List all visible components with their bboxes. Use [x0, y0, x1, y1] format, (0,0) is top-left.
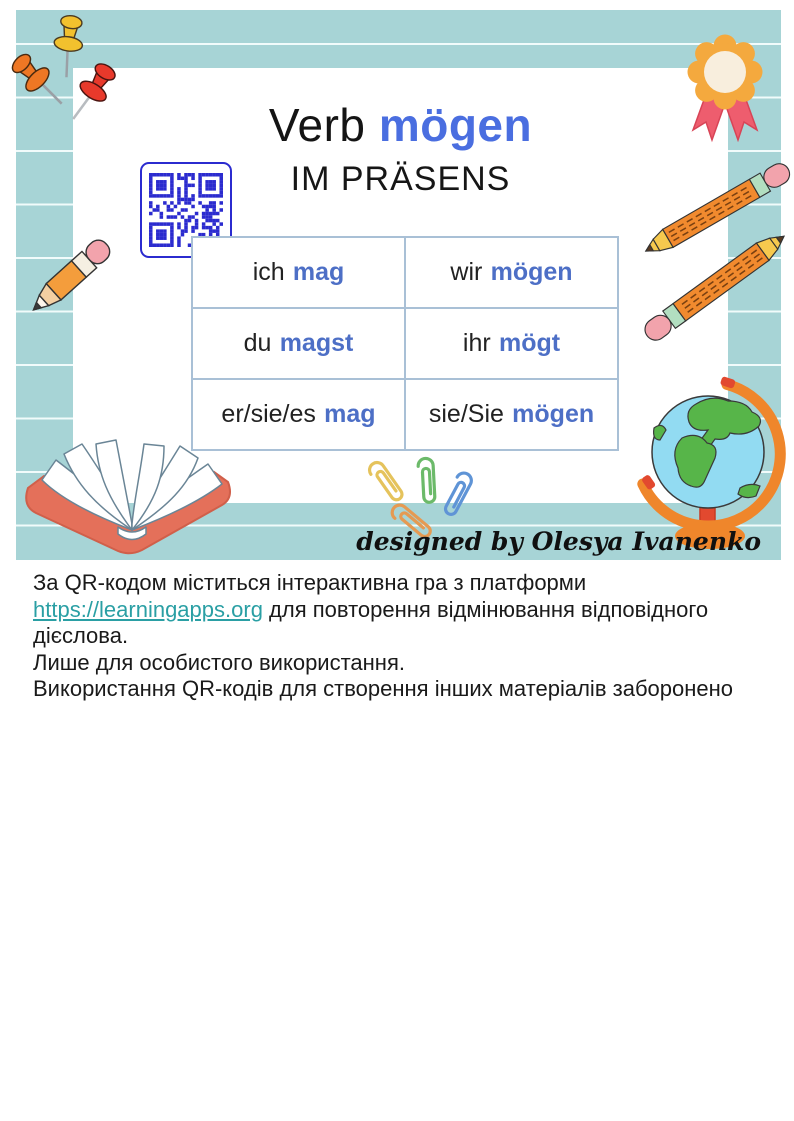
- table-cell: [192, 308, 405, 379]
- table-row: [192, 308, 618, 379]
- verb-form: mag: [292, 258, 345, 286]
- description-line: Використання QR-кодів для створення інших матеріалів заборонено: [33, 676, 734, 701]
- pronoun: wir: [450, 258, 483, 286]
- credit-text: designed by Olesya Ivanenko: [356, 527, 761, 556]
- verb-form: mögt: [498, 329, 561, 357]
- award-rosette-icon: [681, 28, 769, 152]
- verb-form: mag: [324, 400, 376, 428]
- table-cell: [405, 237, 618, 308]
- description-line: дієслова.: [33, 623, 129, 648]
- pronoun: er/sie/es: [221, 400, 316, 428]
- description-line: [33, 597, 733, 624]
- conjugation-table: [191, 236, 619, 451]
- table-row: [192, 379, 618, 450]
- description-line: Лише для особистого використання.: [33, 649, 405, 675]
- learningapps-link[interactable]: https://learningapps.org: [33, 596, 263, 622]
- open-book-icon: [20, 418, 235, 558]
- verb-form: mögen: [490, 258, 573, 286]
- title-word: Verb: [268, 99, 366, 151]
- pronoun: ihr: [462, 329, 491, 357]
- pronoun: du: [243, 329, 272, 357]
- pronoun: ich: [252, 258, 285, 286]
- line1-text: За QR-кодом міститься інтерактивна гра з платформи: [33, 570, 587, 595]
- title-verb: mögen: [378, 99, 533, 151]
- line2-text: для повторення відмінювання відповідного: [262, 596, 709, 622]
- description-text: [33, 570, 733, 703]
- page-subtitle: IM PRÄSENS: [290, 160, 511, 198]
- verb-form: mögen: [512, 400, 595, 428]
- table-cell: [405, 308, 618, 379]
- verb-form: magst: [279, 329, 354, 357]
- table-cell: [405, 379, 618, 450]
- pronoun: sie/Sie: [428, 400, 504, 428]
- teal-card: [16, 10, 781, 560]
- table-cell: [192, 237, 405, 308]
- table-row: [192, 237, 618, 308]
- description-line: [33, 570, 733, 597]
- page-title: [73, 98, 728, 152]
